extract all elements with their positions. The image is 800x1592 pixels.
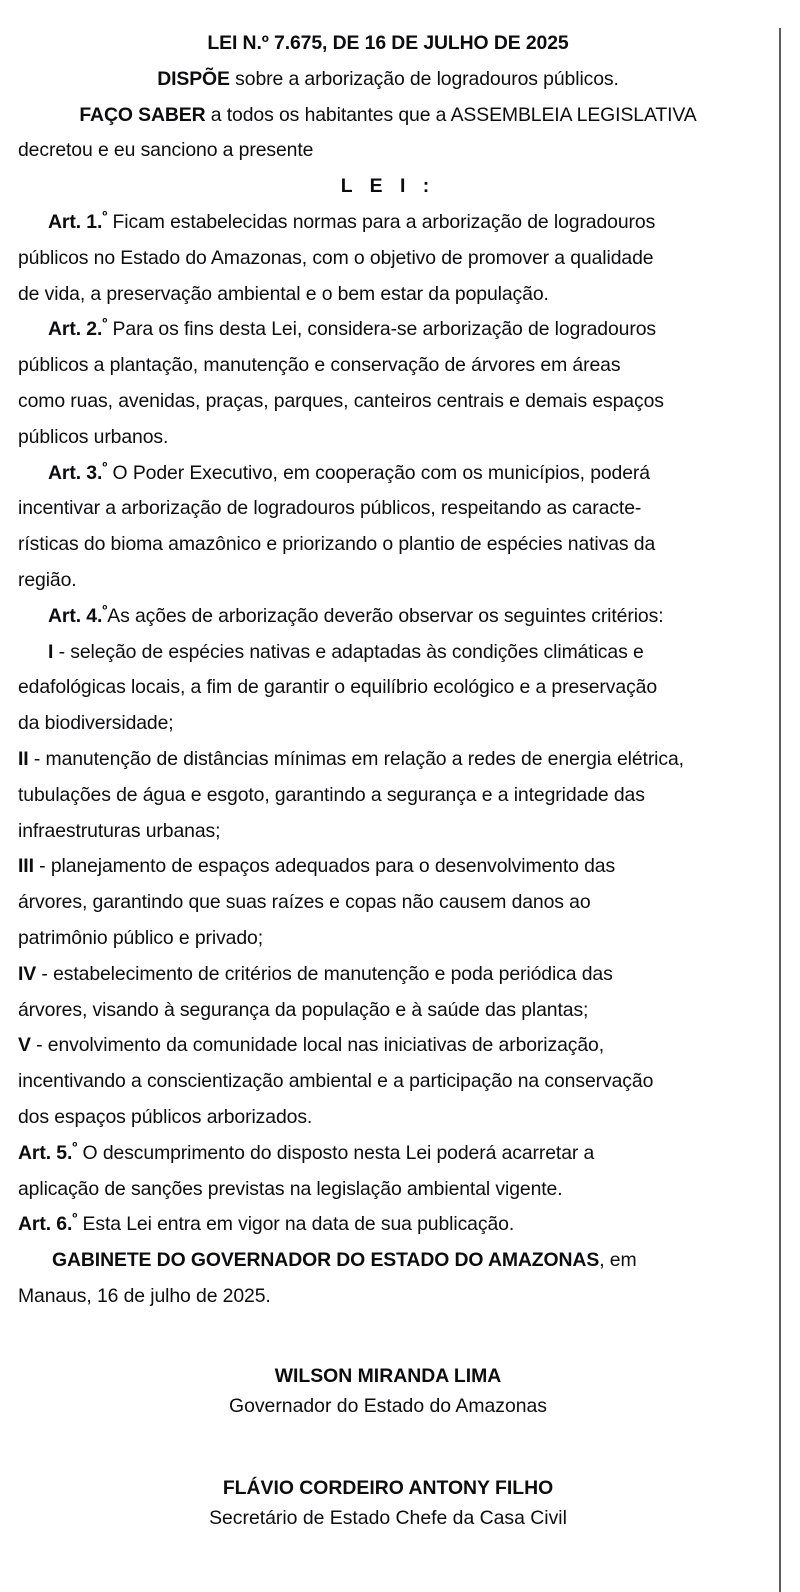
article-3-text-1: O Poder Executivo, em cooperação com os municípios, poderá	[107, 461, 650, 484]
article-block-3	[18, 456, 758, 599]
item-iii-text-1: planejamento de espaços adequados para o desenvolvimento das	[50, 855, 616, 878]
signature-name-governor: WILSON MIRANDA LIMA	[274, 1364, 502, 1387]
item-i-line-3: da biodiversidade;	[18, 712, 174, 735]
item-iv-line-1	[18, 957, 758, 993]
item-i-line-1	[18, 635, 758, 671]
item-block-i	[18, 635, 758, 742]
item-iii-line-3: patrimônio público e privado;	[18, 926, 264, 949]
article-block-1	[18, 205, 758, 312]
item-v-line-2	[18, 1064, 758, 1100]
article-2-text-2: públicos a plantação, manutenção e conservação de árvores em áreas	[18, 354, 621, 377]
article-5-marker: Art. 5.	[18, 1141, 73, 1164]
article-block-4	[18, 599, 758, 635]
article-6-ordinal: º	[72, 1209, 78, 1226]
item-iii-line-2	[18, 885, 758, 921]
preamble-line-1	[18, 98, 758, 134]
signature-block-secretary	[18, 1473, 758, 1533]
ementa-text: sobre a arborização de logradouros públicos.	[229, 67, 619, 90]
signature-block-governor	[18, 1361, 758, 1421]
article-6-text-1: Esta Lei entra em vigor na data de sua publicação.	[77, 1213, 515, 1236]
signature-spacer-mid	[18, 1421, 758, 1473]
article-5-line-2: aplicação de sanções previstas na legislação ambiental vigente.	[18, 1177, 563, 1200]
item-i-dash: -	[53, 640, 71, 663]
article-4-marker: Art. 4.	[48, 604, 103, 627]
article-2-text-3: como ruas, avenidas, praças, parques, canteiros centrais e demais espaços	[18, 389, 664, 412]
cabinet-label: GABINETE DO GOVERNADOR DO ESTADO DO AMAZONAS	[52, 1249, 600, 1272]
item-i-text-1: seleção de espécies nativas e adaptadas às condições climáticas e	[70, 640, 644, 663]
signature-role-secretary: Secretário de Estado Chefe da Casa Civil	[209, 1506, 567, 1529]
article-3-line-3	[18, 527, 758, 563]
article-1-text-1: Ficam estabelecidas normas para a arborização de logradouros	[107, 210, 656, 233]
place-date: Manaus, 16 de julho de 2025.	[18, 1284, 271, 1307]
item-iv-line-2: árvores, visando à segurança da população e à saúde das plantas;	[18, 998, 589, 1021]
article-2-ordinal: º	[102, 314, 108, 331]
item-block-ii	[18, 742, 758, 849]
article-3-ordinal: º	[102, 458, 108, 475]
article-2-line-1	[18, 312, 758, 348]
article-2-line-2	[18, 348, 758, 384]
article-2-text-1: Para os fins desta Lei, considera-se arborização de logradouros	[107, 318, 656, 341]
item-ii-line-3: infraestruturas urbanas;	[18, 819, 221, 842]
article-1-line-2	[18, 241, 758, 277]
article-1-line-3: de vida, a preservação ambiental e o bem estar da população.	[18, 282, 549, 305]
law-ementa	[18, 62, 758, 98]
article-1-marker: Art. 1.	[48, 210, 103, 233]
cabinet-tail: , em	[599, 1249, 637, 1272]
article-3-text-2: incentivar a arborização de logradouros públicos, respeitando as caracte-	[18, 497, 642, 520]
item-block-v	[18, 1028, 758, 1135]
law-title: LEI N.º 7.675, DE 16 DE JULHO DE 2025	[207, 32, 569, 54]
item-ii-dash: -	[28, 747, 46, 770]
item-i-numeral: I	[48, 640, 54, 663]
item-ii-line-1	[18, 742, 758, 778]
lei-heading: L E I :	[340, 175, 436, 198]
item-iv-text-1: estabelecimento de critérios de manutenção e poda periódica das	[53, 962, 613, 985]
article-3-line-4: região.	[18, 568, 77, 591]
article-block-5	[18, 1136, 758, 1208]
item-ii-line-2	[18, 778, 758, 814]
item-ii-text-2: tubulações de água e esgoto, garantindo a segurança e a integridade das	[18, 783, 645, 806]
document-content	[18, 26, 758, 1533]
item-v-line-3: dos espaços públicos arborizados.	[18, 1105, 313, 1128]
item-ii-numeral: II	[18, 747, 29, 770]
ementa-label: DISPÕE	[157, 67, 230, 90]
article-5-line-1	[18, 1136, 758, 1172]
item-iii-dash: -	[33, 855, 51, 878]
item-block-iii	[18, 849, 758, 956]
article-1-line-1	[18, 205, 758, 241]
article-5-text-1: O descumprimento do disposto nesta Lei poderá acarretar a	[77, 1141, 595, 1164]
article-3-line-1	[18, 456, 758, 492]
article-block-6	[18, 1207, 758, 1243]
article-4-text-1: As ações de arborização deverão observar os seguintes critérios:	[107, 604, 664, 627]
signature-name-secretary: FLÁVIO CORDEIRO ANTONY FILHO	[222, 1476, 554, 1499]
preamble-label: FAÇO SABER	[79, 103, 206, 126]
article-1-ordinal: º	[102, 207, 108, 224]
article-3-marker: Art. 3.	[48, 461, 103, 484]
article-6-marker: Art. 6.	[18, 1213, 73, 1236]
item-iii-numeral: III	[18, 855, 34, 878]
signature-spacer-top	[18, 1315, 758, 1361]
article-6-line-1	[18, 1207, 758, 1243]
article-2-line-3	[18, 384, 758, 420]
item-i-line-2	[18, 670, 758, 706]
item-ii-text-1: manutenção de distâncias mínimas em relação a redes de energia elétrica,	[45, 747, 684, 770]
article-4-line-1	[18, 599, 758, 635]
item-i-text-2: edafológicas locais, a fim de garantir o equilíbrio ecológico e a preservação	[18, 676, 658, 699]
item-v-dash: -	[30, 1034, 48, 1057]
item-iii-line-1	[18, 849, 758, 885]
article-2-line-4: públicos urbanos.	[18, 425, 169, 448]
article-3-text-3: rísticas do bioma amazônico e priorizando o plantio de espécies nativas da	[18, 533, 656, 556]
item-iv-dash: -	[36, 962, 54, 985]
closing-line-1	[18, 1243, 758, 1279]
item-v-text-1: envolvimento da comunidade local nas iniciativas de arborização,	[47, 1034, 605, 1057]
preamble-line-2: decretou e eu sanciono a presente	[18, 139, 314, 162]
closing-block	[18, 1243, 758, 1315]
item-v-numeral: V	[18, 1034, 31, 1057]
article-1-text-2: públicos no Estado do Amazonas, com o objetivo de promover a qualidade	[18, 246, 654, 269]
item-iii-text-2: árvores, garantindo que suas raízes e copas não causem danos ao	[18, 891, 591, 914]
preamble-text-1: a todos os habitantes que a ASSEMBLEIA LEGISLATIVA	[205, 103, 697, 126]
item-iv-numeral: IV	[18, 962, 37, 985]
item-block-iv	[18, 957, 758, 1029]
article-block-2	[18, 312, 758, 455]
item-v-text-2: incentivando a conscientização ambiental e a participação na conservação	[18, 1070, 654, 1093]
article-4-ordinal: º	[102, 601, 108, 618]
item-v-line-1	[18, 1028, 758, 1064]
column-divider-rule	[779, 28, 781, 1592]
article-5-ordinal: º	[72, 1138, 78, 1155]
signature-role-governor: Governador do Estado do Amazonas	[229, 1394, 547, 1417]
article-3-line-2	[18, 491, 758, 527]
article-2-marker: Art. 2.	[48, 318, 103, 341]
